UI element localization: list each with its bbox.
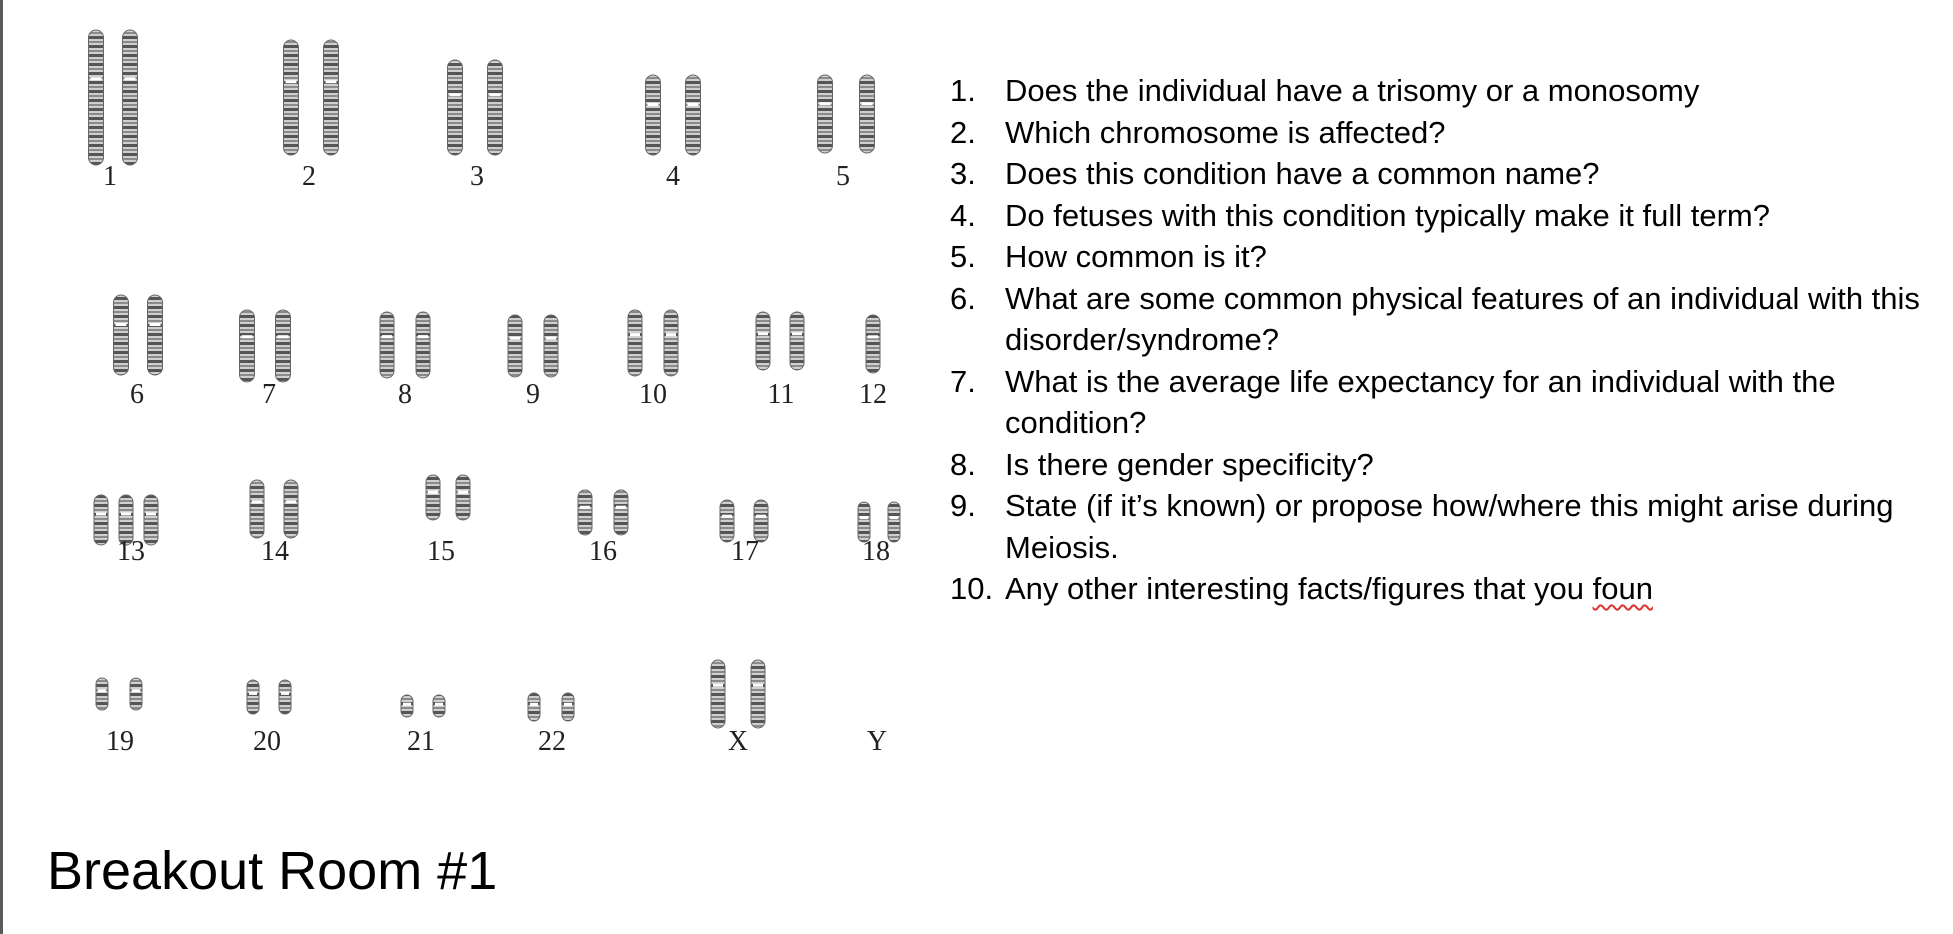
chromosome-label-10: 10 [639, 379, 667, 410]
chromosome-16-copy-1 [578, 490, 592, 535]
question-text: What is the average life expectancy for an individual with the condition? [1005, 363, 1836, 440]
karyotype-image [0, 0, 930, 800]
chromosome-label-11: 11 [767, 379, 795, 410]
chromosome-21-copy-1 [401, 695, 413, 717]
question-text-main: Any other interesting facts/figures that you [1005, 571, 1593, 606]
chromosome-4-copy-2 [686, 75, 701, 155]
question-text: Does the individual have a trisomy or a monosomy [1005, 73, 1700, 108]
chromosome-6-copy-1 [114, 295, 129, 375]
chromosome-14-copy-2 [284, 480, 298, 538]
chromosome-19-copy-1 [96, 678, 108, 710]
question-item [950, 485, 1953, 568]
chromosome-8-copy-1 [380, 312, 394, 378]
question-list [950, 70, 1953, 610]
question-text: What are some common physical features of an individual with this disorder/syndrome? [1005, 280, 1920, 357]
question-number: 3. [950, 156, 976, 191]
chromosome-13-copy-3 [144, 495, 158, 545]
chromosome-4-copy-1 [646, 75, 661, 155]
chromosome-12-copy-1 [866, 315, 880, 373]
chromosome-7-copy-1 [240, 310, 255, 382]
chromosome-2-copy-1 [284, 40, 299, 155]
question-text [1005, 571, 1653, 606]
question-text: Which chromosome is affected? [1005, 114, 1446, 150]
chromosome-label-13: 13 [117, 536, 145, 567]
chromosome-1-copy-1 [89, 30, 104, 165]
chromosome-label-18: 18 [862, 536, 890, 567]
question-item [950, 444, 1953, 486]
chromosome-15-copy-1 [426, 475, 440, 520]
chromosome-7-copy-2 [276, 310, 291, 382]
question-item [950, 153, 1953, 195]
question-number: 10. [950, 571, 994, 606]
chromosome-label-19: 19 [106, 726, 134, 757]
chromosome-label-7: 7 [262, 379, 276, 410]
question-text: Does this condition have a common name? [1005, 156, 1600, 191]
chromosome-13-copy-1 [94, 495, 108, 545]
chromosome-1-copy-2 [123, 30, 138, 165]
chromosome-6-copy-2 [148, 295, 163, 375]
question-number: 7. [950, 363, 976, 399]
chromosome-label-2: 2 [302, 161, 316, 192]
question-number: 8. [950, 446, 976, 482]
chromosome-3-copy-1 [448, 60, 463, 155]
chromosome-2-copy-2 [324, 40, 339, 155]
chromosome-X-copy-2 [751, 660, 765, 728]
question-item [950, 112, 1953, 154]
chromosome-label-Y: Y [866, 726, 888, 757]
question-number: 6. [950, 280, 976, 316]
chromosome-19-copy-2 [130, 678, 142, 710]
question-number: 2. [950, 114, 976, 150]
question-number: 9. [950, 488, 976, 523]
chromosome-label-17: 17 [731, 536, 759, 567]
question-item [950, 278, 1953, 361]
chromosome-label-15: 15 [427, 536, 455, 567]
chromosome-label-1: 1 [103, 161, 117, 192]
slide-title: Breakout Room #1 [47, 841, 498, 901]
chromosome-10-copy-1 [628, 310, 642, 376]
chromosome-11-copy-1 [756, 312, 770, 370]
chromosome-label-4: 4 [666, 161, 680, 192]
chromosome-8-copy-2 [416, 312, 430, 378]
chromosome-label-16: 16 [589, 536, 617, 567]
chromosome-5-copy-2 [860, 75, 875, 153]
chromosome-15-copy-2 [456, 475, 470, 520]
chromosome-X-copy-1 [711, 660, 725, 728]
chromosome-9-copy-1 [508, 315, 522, 377]
question-item [950, 195, 1953, 237]
chromosome-10-copy-2 [664, 310, 678, 376]
chromosome-3-copy-2 [488, 60, 503, 155]
question-text: Is there gender specificity? [1005, 446, 1374, 482]
question-number: 4. [950, 197, 976, 233]
question-number: 1. [950, 73, 976, 108]
question-number: 5. [950, 239, 976, 274]
question-text: Do fetuses with this condition typically make it full term? [1005, 197, 1770, 233]
chromosome-label-22: 22 [538, 726, 566, 757]
chromosome-5-copy-1 [818, 75, 833, 153]
chromosome-label-3: 3 [470, 161, 484, 192]
chromosome-20-copy-1 [247, 680, 259, 714]
chromosome-label-14: 14 [261, 536, 289, 567]
question-text: State (if it’s known) or propose how/where this might arise during Meiosis. [1005, 488, 1894, 565]
chromosome-9-copy-2 [544, 315, 558, 377]
chromosome-label-X: X [727, 726, 749, 757]
chromosome-label-12: 12 [859, 379, 887, 410]
chromosome-label-5: 5 [836, 161, 850, 192]
chromosome-label-9: 9 [526, 379, 540, 410]
question-text: How common is it? [1005, 239, 1267, 274]
chromosome-label-8: 8 [398, 379, 412, 410]
question-item [950, 568, 1953, 610]
chromosome-14-copy-1 [250, 480, 264, 538]
chromosome-20-copy-2 [279, 680, 291, 714]
chromosome-22-copy-1 [528, 693, 540, 721]
chromosome-label-20: 20 [253, 726, 281, 757]
spellcheck-word[interactable]: foun [1592, 571, 1653, 606]
question-item [950, 236, 1953, 278]
chromosome-11-copy-2 [790, 312, 804, 370]
chromosome-label-21: 21 [407, 726, 435, 757]
chromosome-21-copy-2 [433, 695, 445, 717]
chromosome-16-copy-2 [614, 490, 628, 535]
question-item [950, 361, 1953, 444]
question-item [950, 70, 1953, 112]
chromosome-label-6: 6 [130, 379, 144, 410]
chromosome-22-copy-2 [562, 693, 574, 721]
